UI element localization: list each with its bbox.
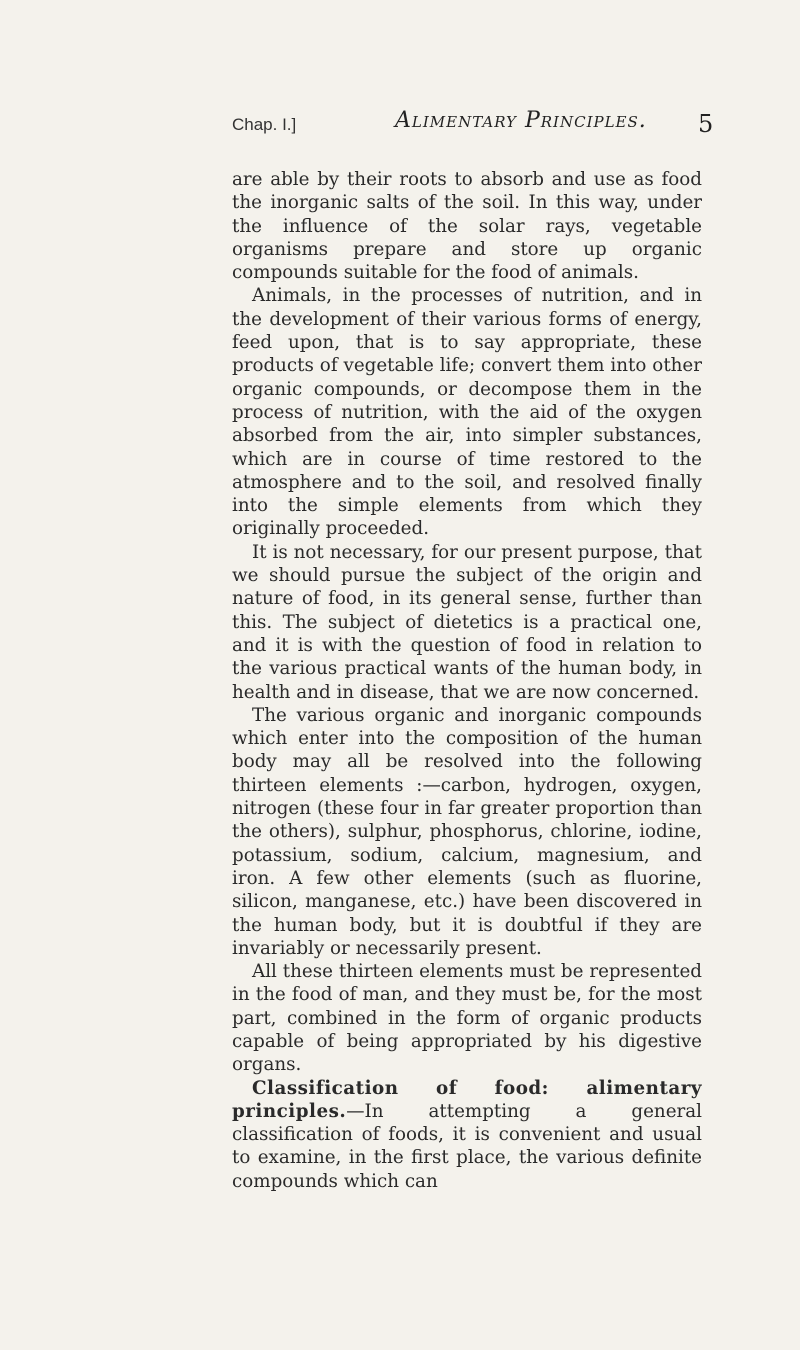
- paragraph-5: All these thirteen elements must be represented in the food of man, and they must be, for the most part, combined in the form of organic products capable of being appropriated by his digestive organs.: [232, 961, 702, 1076]
- paragraph-2: Animals, in the processes of nutrition, and in the development of their various forms of energy, feed upon, that is to say appropriate, these products of vegetable life; convert them into other organic compounds, or decompose them in the process of nutrition, with the aid of the oxygen absorbed from the air, into simpler substances, which are in course of time restored to the atmosphere and to the soil, and resolved finally into the simple elements from which they originally proceeded.: [232, 285, 702, 540]
- chapter-label: Chap. I.]: [232, 115, 297, 134]
- paragraph-3: It is not necessary, for our present purpose, that we should pursue the subject of the origin and nature of food, in its general sense, further than this. The subject of dietetics is a practical one, and it is with the question of food in relation to the various practical wants of the human body, in health and in disease, that we are now concerned.: [232, 541, 702, 703]
- section-text: —In attempting a general classification of foods, it is convenient and usual to examine, in the first place, the various definite compounds which can: [232, 1100, 702, 1192]
- paragraph-1: are able by their roots to absorb and use as food the inorganic salts of the soil. In this way, under the influence of the solar rays, vegetable organisms prepare and store up organic compounds suitable for the food of animals.: [232, 169, 702, 284]
- running-title: Alimentary Principles.: [395, 108, 647, 133]
- body-text: [232, 168, 702, 1193]
- section-paragraph: [232, 1077, 702, 1193]
- section-heading: Classification of food: alimentary principles.: [232, 1077, 702, 1122]
- page-number: 5: [698, 110, 714, 138]
- paragraph-4: The various organic and inorganic compounds which enter into the composition of the human body may all be resolved into the following thirteen elements :—carbon, hydrogen, oxygen, nitrogen (these four in far greater proportion than the others), sulphur, phosphorus, chlorine, iodine, potassium, sodium, calcium, magnesium, and iron. A few other elements (such as fluorine, silicon, manganese, etc.) have been discovered in the human body, but it is doubtful if they are invariably or necessarily present.: [232, 704, 702, 959]
